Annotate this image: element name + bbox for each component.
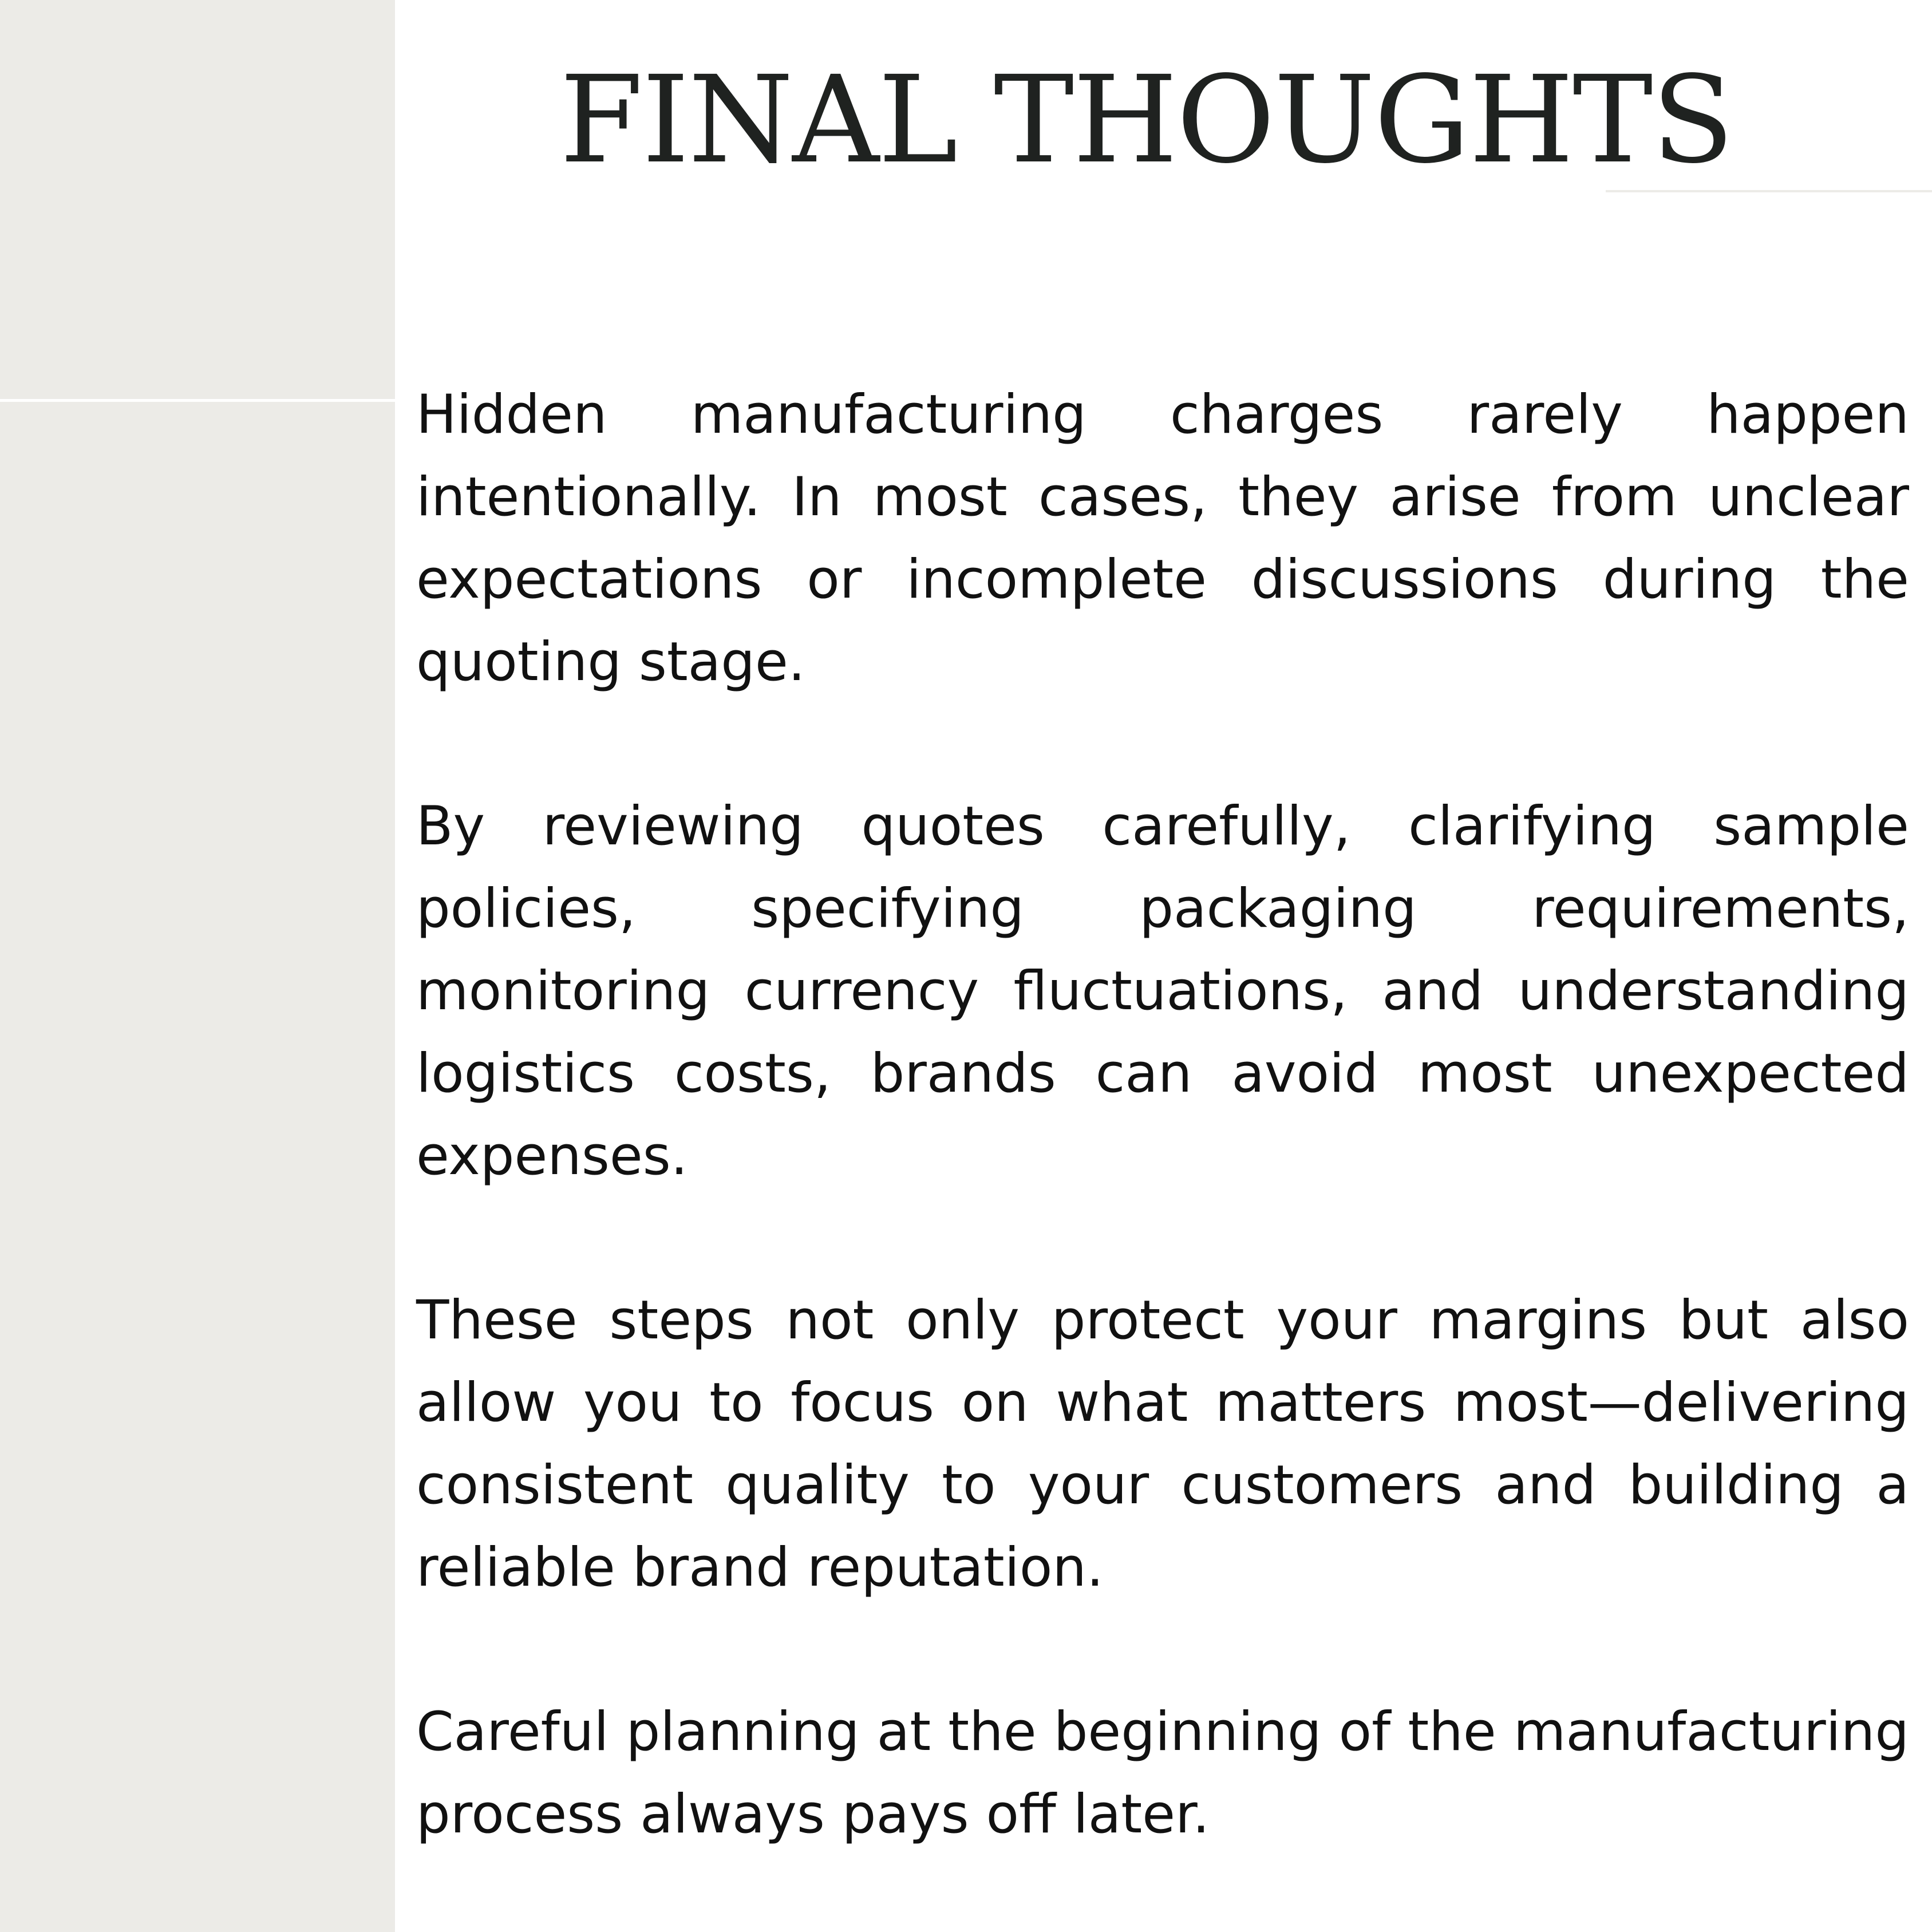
paragraph-intro: Hidden manufacturing charges rarely happen intentionally. In most cases, they arise from unclear expectations or incomplete discussions during the quoting stage. [416,384,1909,693]
paragraph-conclusion: Careful planning at the beginning of the manufacturing process always pays off later. [416,1701,1909,1846]
page-title: FINAL THOUGHTS [559,50,1733,190]
paragraph-benefits: These steps not only protect your margins but also allow you to focus on what matters most—delivering consistent quality to your customers and building a reliable brand reputation. [416,1289,1909,1599]
paragraph-recommendations: By reviewing quotes carefully, clarifying sample policies, specifying packaging requirements, monitoring currency fluctuations, and understanding logistics costs, brands can avoid most unexpected expenses. [416,795,1909,1187]
title-underline-rule [1606,190,1932,192]
left-sidebar-panel [0,0,395,1932]
sidebar-divider-line [0,399,395,402]
body-text [416,374,1909,1856]
